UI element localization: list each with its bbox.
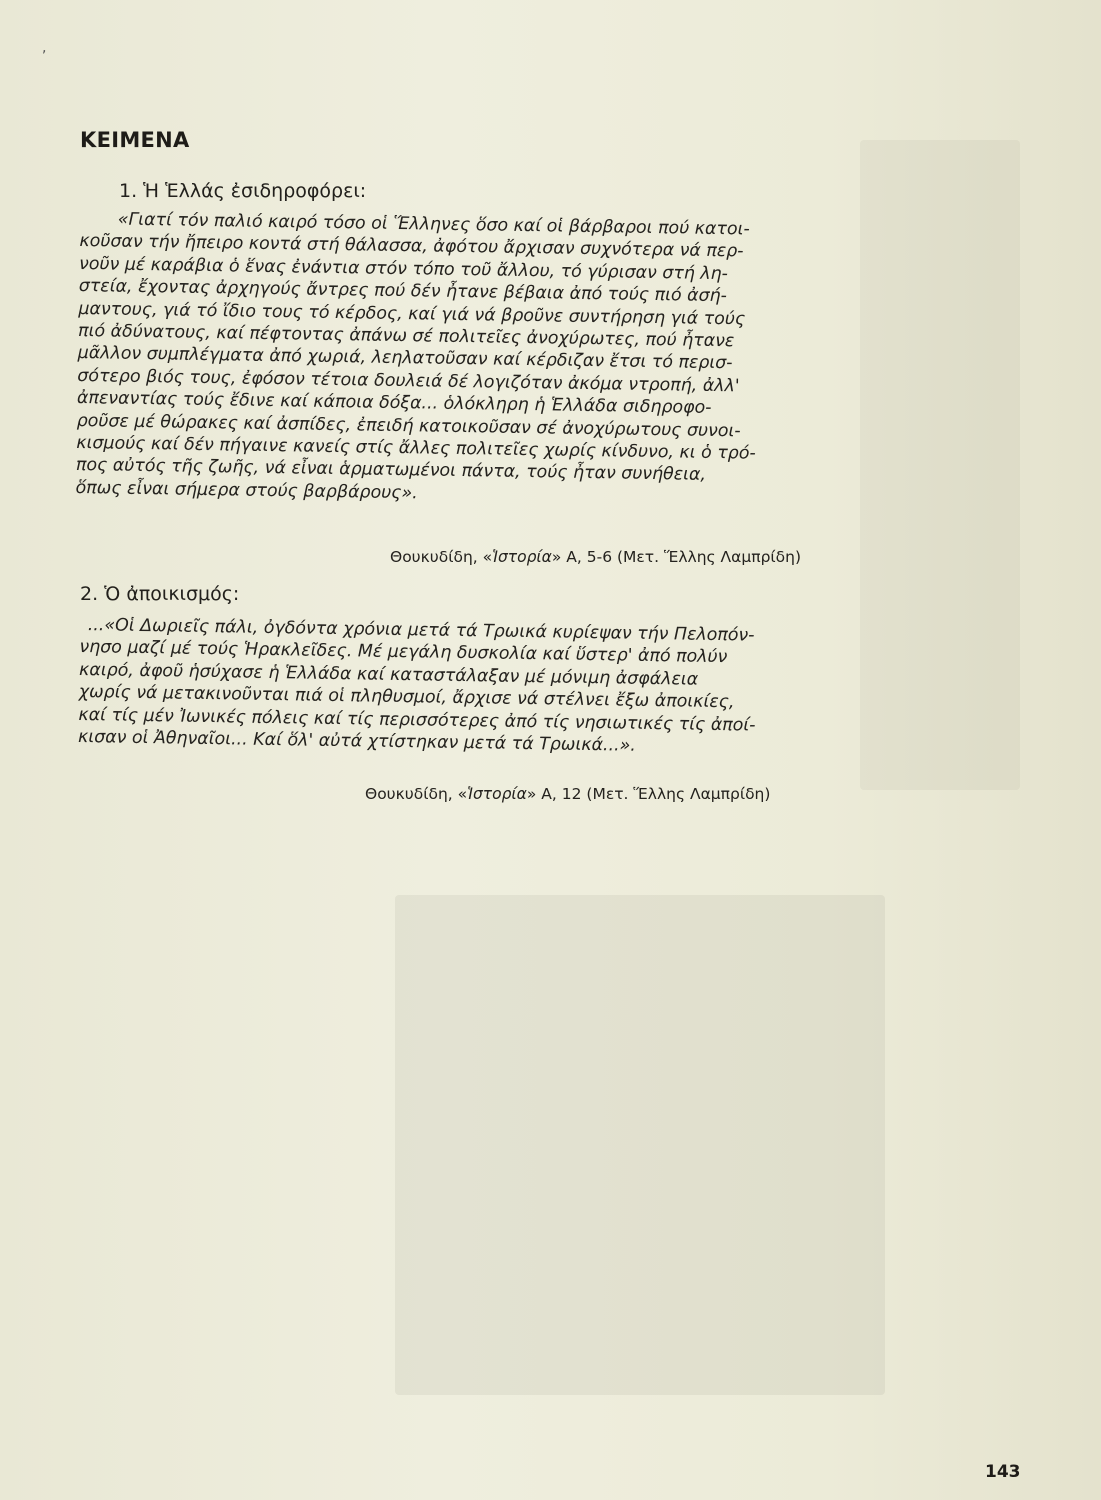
- bleed-through: [395, 895, 885, 1395]
- quote-line: ὅπως εἶναι σήμερα στούς βαρβάρους».: [75, 477, 418, 504]
- quote-line: καί τίς μέν Ἰωνικές πόλεις καί τίς περισσότερες ἀπό τίς νησιωτικές τίς ἀποί-: [78, 704, 756, 736]
- quote-line: χωρίς νά μετακινοῦνται πιά οἱ πληθυσμοί, ἄρχισε νά στέλνει ἔξω ἀποικίες,: [78, 682, 735, 713]
- quote-line: πος αὐτός τῆς ζωῆς, νά εἶναι ἁρματωμένοι πάντα, τούς ἦταν συνήθεια,: [75, 455, 707, 486]
- scan-mark: ,: [42, 40, 47, 56]
- quote-line: νησο μαζί μέ τούς Ἡρακλεῖδες. Μέ μεγάλη δυσκολία καί ὕστερ' ἀπό πολύν: [79, 637, 728, 668]
- item-1-quote: [75, 208, 851, 511]
- quote-line: ροῦσε μέ θώρακες καί ἀσπίδες, ἐπειδή κατοικοῦσαν σέ ἀνοχύρωτους συνοι-: [76, 410, 741, 442]
- quote-line: καιρό, ἀφοῦ ἡσύχασε ἡ Ἑλλάδα καί καταστάλαξαν μέ μόνιμη ἀσφάλεια: [78, 659, 699, 690]
- quote-line: ἀπεναντίας τούς ἔδινε καί κάποια δόξα... ὁλόκληρη ἡ Ἑλλάδα σιδηροφο-: [76, 388, 712, 419]
- quote-line: πιό ἀδύνατους, καί πέφτοντας ἀπάνω σέ πολιτεῖες ἀνοχύρωτες, πού ἦτανε: [77, 321, 735, 352]
- bleed-through: [860, 140, 1020, 790]
- item-2-title: 2. Ὁ ἀποικισμός:: [80, 583, 240, 605]
- citation-details: » Α, 12 (Μετ. Ἕλλης Λαμπρίδη): [526, 785, 771, 803]
- citation-author: Θουκυδίδη, «: [390, 548, 493, 566]
- item-1-title: 1. Ἡ Ἑλλάς ἐσιδηροφόρει:: [119, 180, 367, 202]
- section-heading: ΚΕΙΜΕΝΑ: [80, 128, 190, 152]
- citation-work: Ἱστορία: [492, 548, 552, 566]
- quote-line: ...«Οἱ Δωριεῖς πάλι, ὀγδόντα χρόνια μετά τά Τρωικά κυρίεψαν τήν Πελοπόν-: [87, 615, 755, 646]
- item-1-citation: [390, 548, 801, 566]
- quote-line: κοῦσαν τήν ἤπειρο κοντά στή θάλασσα, ἀφότου ἄρχισαν συχνότερα νά περ-: [79, 231, 744, 262]
- quote-line: «Γιατί τόν παλιό καιρό τόσο οἱ Ἕλληνες ὅσο καί οἱ βάρβαροι πού κατοι-: [117, 209, 750, 240]
- citation-work: Ἱστορία: [467, 785, 527, 803]
- quote-line: μᾶλλον συμπλέγματα ἀπό χωριά, λεηλατοῦσαν καί κέρδιζαν ἔτσι τό περισ-: [77, 343, 733, 374]
- quote-line: νοῦν μέ καράβια ὁ ἕνας ἐνάντια στόν τόπο τοῦ ἄλλου, τό γύρισαν στή λη-: [78, 253, 729, 284]
- item-2-citation: [365, 785, 770, 803]
- quote-line: μαντους, γιά τό ἴδιο τους τό κέρδος, καί γιά νά βροῦνε συντήρηση γιά τούς: [78, 298, 746, 330]
- quote-line: στεία, ἔχοντας ἀρχηγούς ἄντρες πού δέν ἦτανε βέβαια ἀπό τούς πιό ἀσή-: [78, 276, 728, 307]
- citation-details: » Α, 5-6 (Μετ. Ἕλλης Λαμπρίδη): [551, 548, 802, 566]
- item-2-quote: [78, 614, 852, 761]
- quote-line: κισαν οἱ Ἀθηναῖοι... Καί ὅλ' αὐτά χτίστηκαν μετά τά Τρωικά...».: [77, 727, 637, 756]
- quote-line: κισμούς καί δέν πήγαινε κανείς στίς ἄλλες πολιτεῖες χωρίς κίνδυνο, κι ὁ τρό-: [76, 433, 756, 464]
- citation-author: Θουκυδίδη, «: [365, 785, 468, 803]
- quote-line: σότερο βιός τους, ἐφόσον τέτοια δουλειά δέ λογιζόταν ἀκόμα ντροπή, ἀλλ': [77, 365, 740, 397]
- page-number: 143: [985, 1462, 1021, 1482]
